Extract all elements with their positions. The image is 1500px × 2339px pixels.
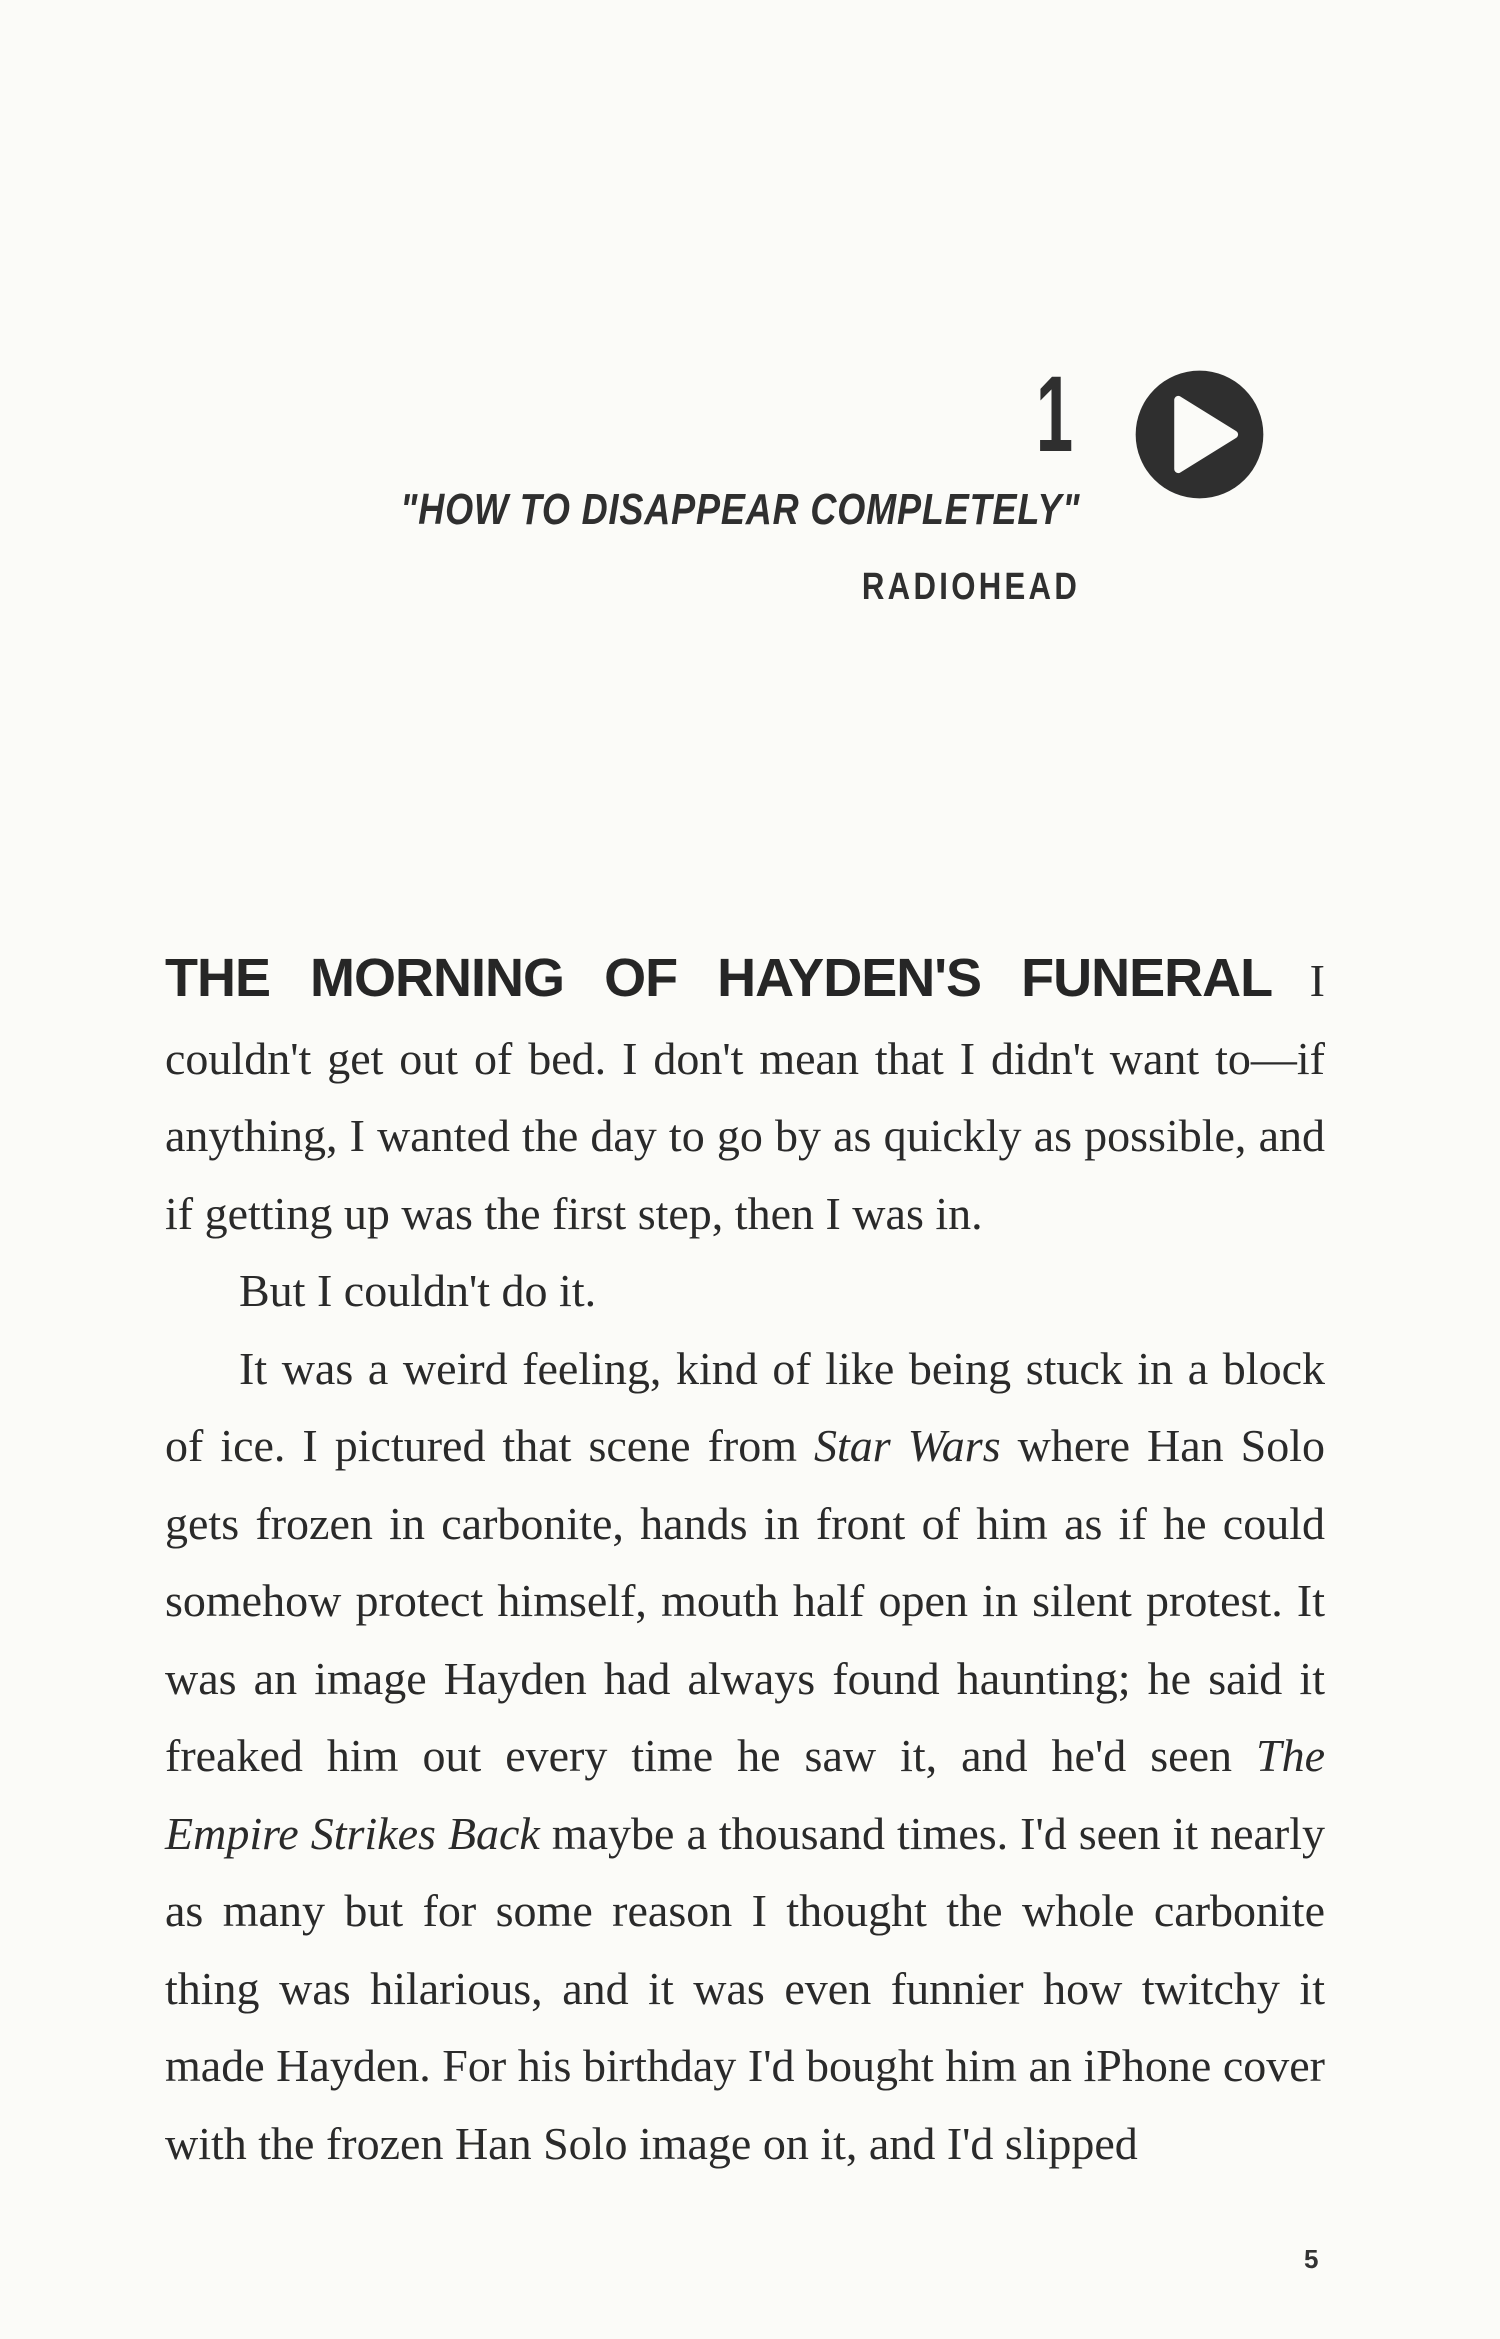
song-title: "HOW TO DISAPPEAR COMPLETELY" (399, 485, 1080, 534)
film-title-empire-strikes-back: The Empire Strikes Back (165, 1730, 1325, 1859)
film-title-star-wars: Star Wars (814, 1420, 1001, 1471)
page-number: 5 (1304, 2244, 1319, 2274)
paragraph-3-text-b: where Han Solo gets frozen in carbonite, hands in front of him as if he could somehow protect himself, mouth half open in silent protest. It was an image Hayden had always found haunting; he said it freaked him out every time he saw it, and he'd seen (165, 1420, 1326, 1781)
paragraph-2: But I couldn't do it. (239, 1265, 597, 1316)
paragraph-1 (165, 940, 1325, 1252)
paragraph-3 (165, 1330, 1325, 2183)
chapter-number: 1 (1035, 353, 1073, 474)
lead-in: THE MORNING OF HAYDEN'S FUNERAL (165, 948, 1273, 1008)
paragraph-3-text-a: It was a weird feeling, kind of like being stuck in a block of ice. I pictured that scene from (165, 1342, 1325, 1471)
artist-name: RADIOHEAD (861, 566, 1080, 608)
chapter-body (165, 940, 1325, 2182)
play-icon (1133, 368, 1266, 501)
paragraph-1-text: I couldn't get out of bed. I don't mean that I didn't want to—if anything, I wanted the day to go by as quickly as possible, and if getting up was the first step, then I was in. (165, 955, 1325, 1239)
paragraph-3-text-c: maybe a thousand times. I'd seen it nearly as many but for some reason I thought the whole carbonite thing was hilarious, and it was even funnier how twitchy it made Hayden. For his birthday I'd bought him an iPhone cover with the frozen Han Solo image on it, and I'd slipped (165, 1807, 1326, 2169)
